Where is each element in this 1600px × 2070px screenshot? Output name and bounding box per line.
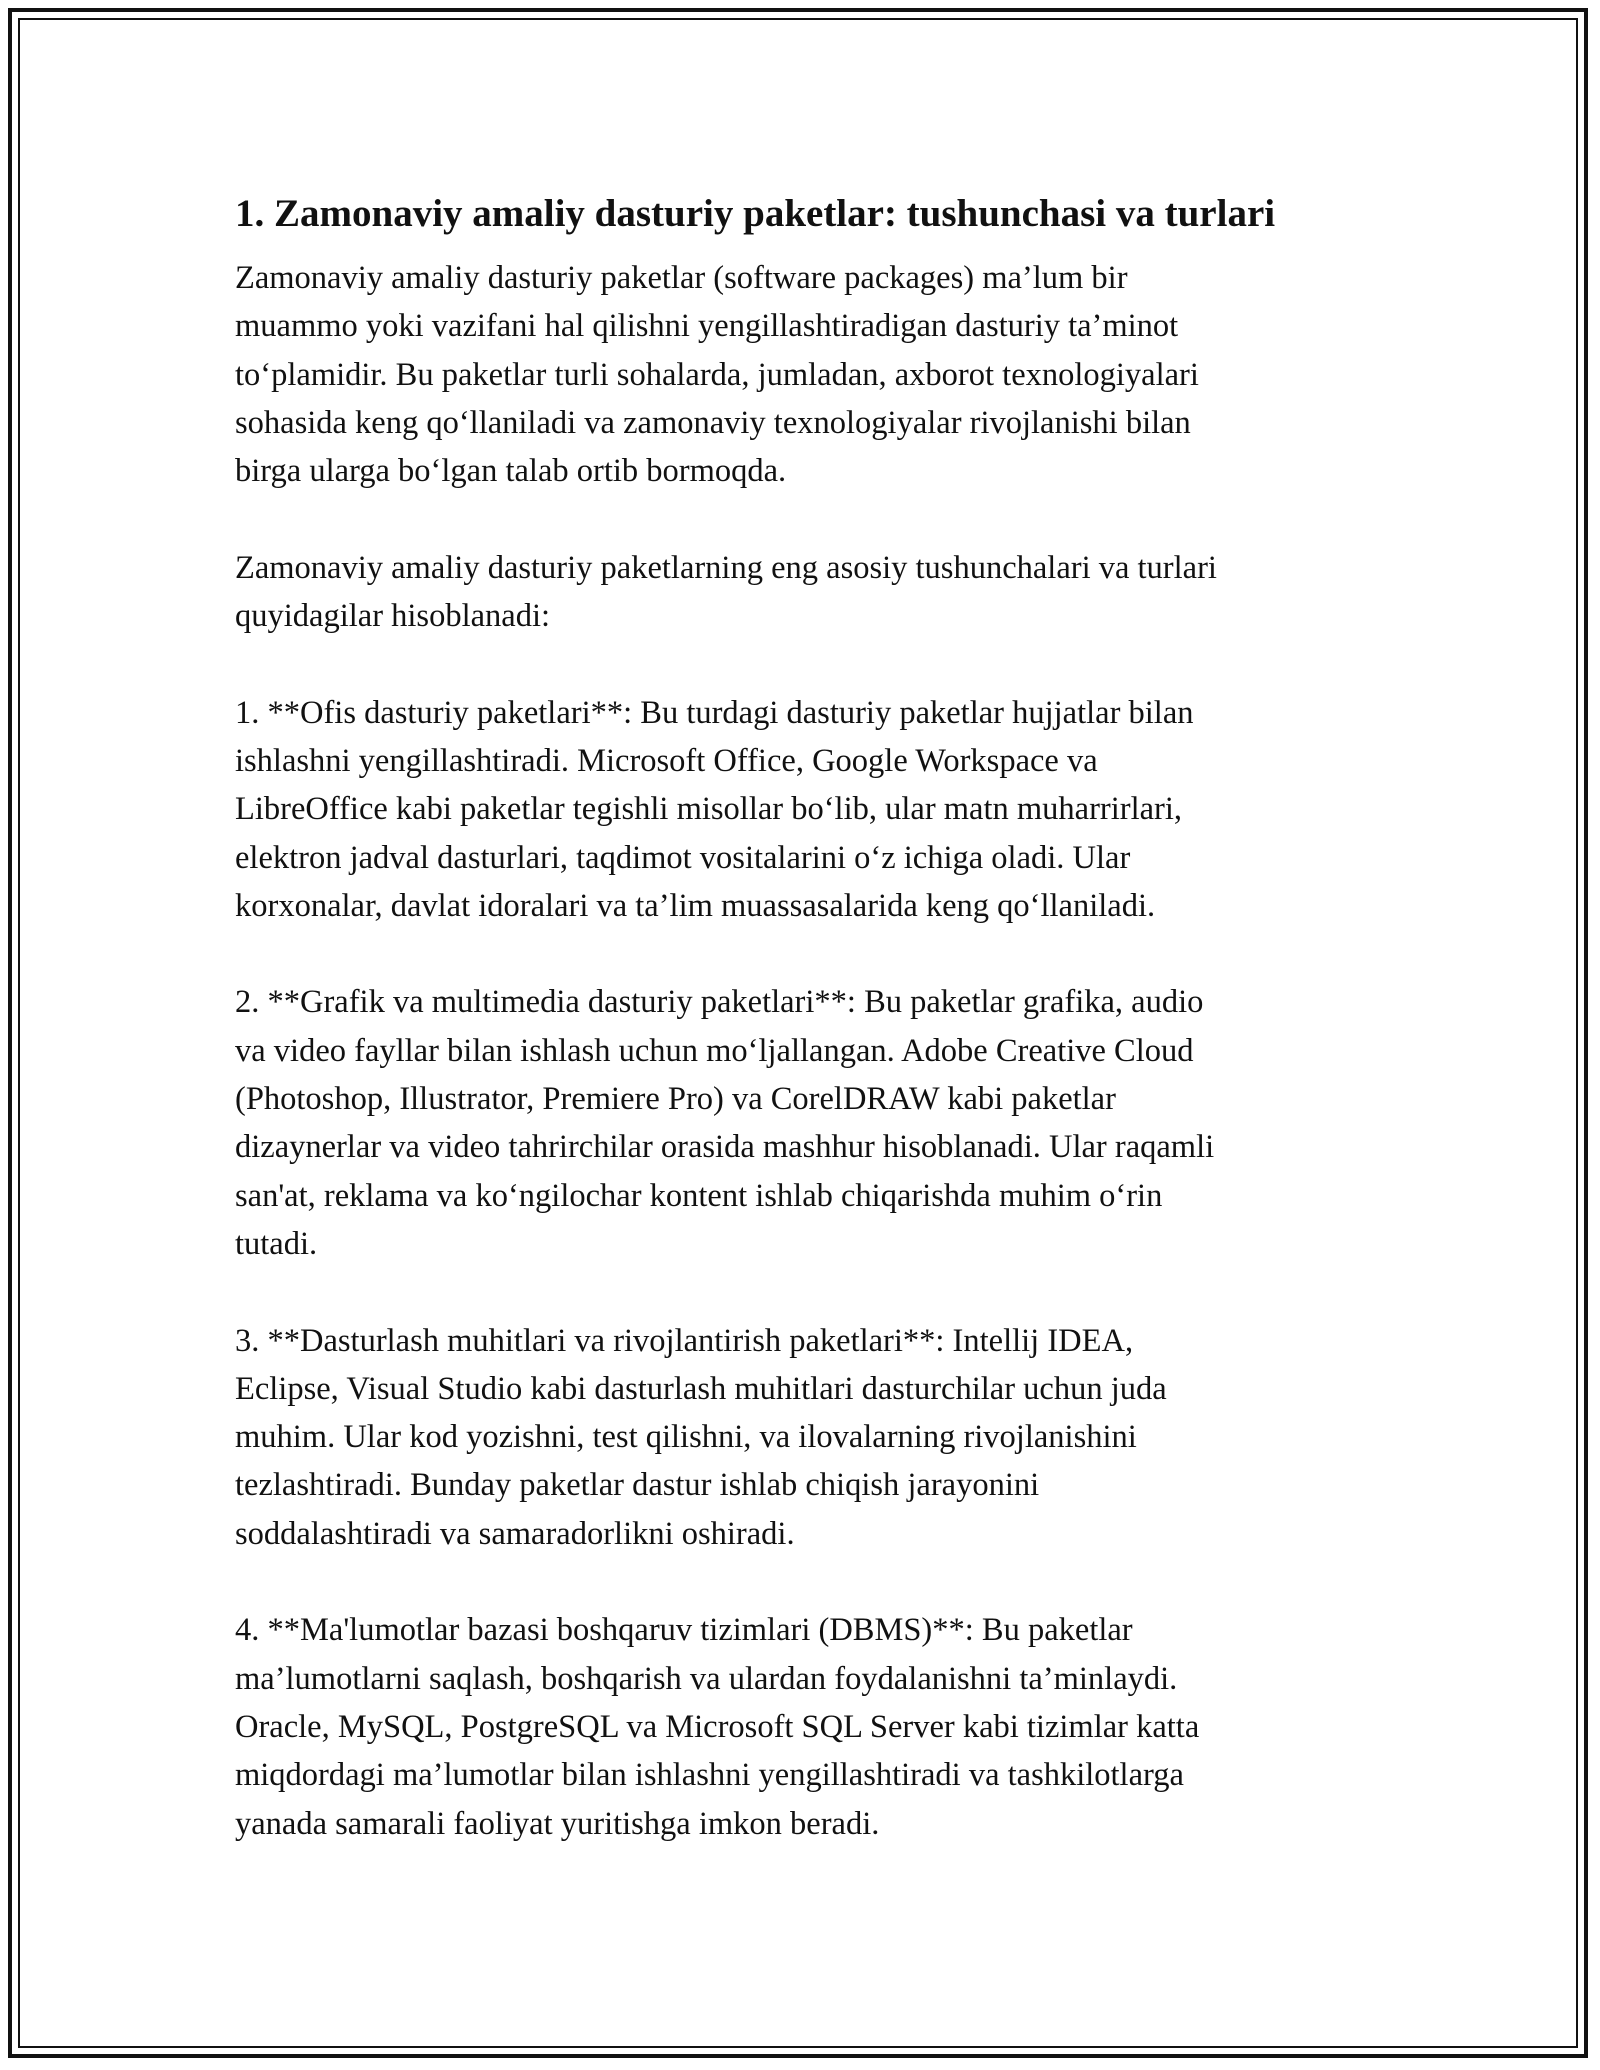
document-heading: 1. Zamonaviy amaliy dasturiy paketlar: tushunchasi va turlari: [235, 192, 1276, 235]
paragraph-office-packages: 1. **Ofis dasturiy paketlari**: Bu turdagi dasturiy paketlar hujjatlar bilan ishlashni yengillashtiradi. Microsoft Office, Google Workspace va LibreOffice kabi paketlar tegishli misollar bo‘lib, ular matn muharrirlari, elektron jadval dasturlari, taqdimot vositalarini o‘z ichiga oladi. Ular korxonalar, davlat idoralari va ta’lim muassasalarida keng qo‘llaniladi.: [235, 694, 1194, 924]
paragraph-graphics-multimedia: 2. **Grafik va multimedia dasturiy paketlari**: Bu paketlar grafika, audio va video fayllar bilan ishlash uchun mo‘ljallangan. Adobe Creative Cloud (Photoshop, Illustrator, Premiere Pro) va CorelDRAW kabi paketlar dizaynerlar va video tahrirchilar orasida mashhur hisoblanadi. Ular raqamli san'at, reklama va ko‘ngilochar kontent ishlab chiqarishda muhim o‘rin tutadi.: [235, 984, 1215, 1262]
paragraph-dbms: 4. **Ma'lumotlar bazasi boshqaruv tizimlari (DBMS)**: Bu paketlar ma’lumotlarni saqlash, boshqarish va ulardan foydalanishni ta’minlaydi. Oracle, MySQL, PostgreSQL va Microsoft SQL Server kabi tizimlar katta miqdordagi ma’lumotlar bilan ishlashni yengillashtiradi va tashkilotlarga yanada samarali faoliyat yuritishga imkon beradi.: [235, 1612, 1200, 1842]
paragraph-intro: Zamonaviy amaliy dasturiy paketlar (software packages) ma’lum bir muammo yoki vazifani hal qilishni yengillashtiradigan dasturiy ta’minot to‘plamidir. Bu paketlar turli sohalarda, jumladan, axborot texnologiyalari sohasida keng qo‘llaniladi va zamonaviy texnologiyalar rivojlanishi bilan birga ularga bo‘lgan talab ortib bormoqda.: [235, 260, 1199, 490]
paragraph-dev-environments: 3. **Dasturlash muhitlari va rivojlantirish paketlari**: Intellij IDEA, Eclipse, Visual Studio kabi dasturlash muhitlari dasturchilar uchun juda muhim. Ular kod yozishni, test qilishni, va ilovalarning rivojlanishini tezlashtiradi. Bunday paketlar dastur ishlab chiqish jarayonini soddalashtiradi va samaradorlikni oshiradi.: [235, 1322, 1167, 1552]
document-body: [235, 184, 1365, 1848]
paragraph-overview: Zamonaviy amaliy dasturiy paketlarning eng asosiy tushunchalari va turlari quyidagilar hisoblanadi:: [235, 549, 1217, 635]
